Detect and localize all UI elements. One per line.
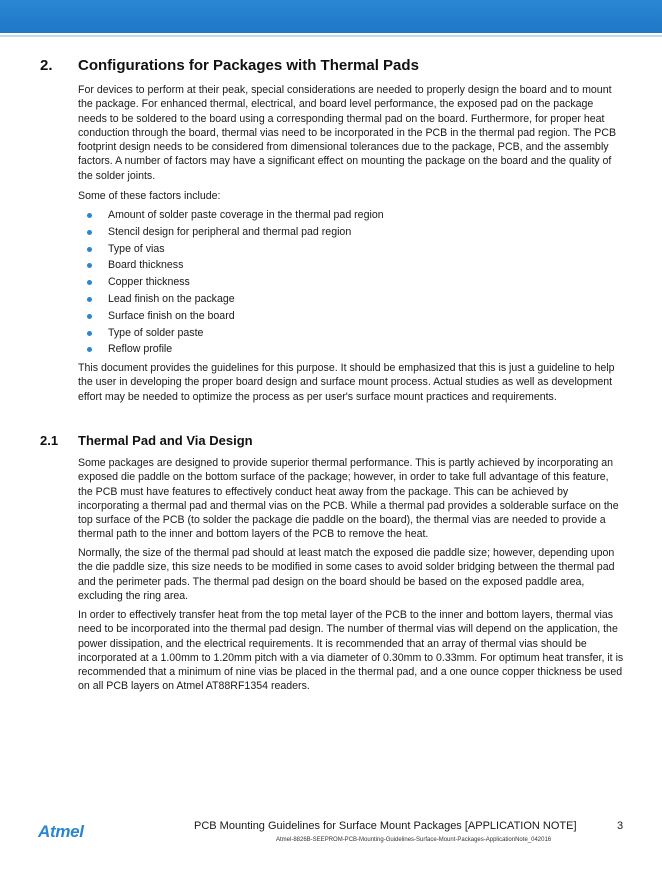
- list-item: Surface finish on the board: [78, 308, 384, 325]
- header-band: [0, 0, 662, 33]
- subsection-paragraph-1: Some packages are designed to provide superior thermal performance. This is partly achieved by incorporating an exposed die paddle on the bottom surface of the package; however, in order to take full advantage of this feature, the PCB must have features to effectively conduct heat away from the package. This can be achieved by incorporating a thermal pad and thermal vias on the PCB. While a thermal pad provides a solderable surface on the top surface of the PCB (to solder the package die paddle on the board), the thermal vias are needed to provide a thermal path to the inner and bottom layers of the PCB to remove the heat.: [78, 457, 619, 541]
- bullet-icon: [87, 314, 92, 319]
- list-item: Type of vias: [78, 241, 384, 258]
- section-title: Configurations for Packages with Thermal Pads: [78, 57, 419, 74]
- bullet-icon: [87, 230, 92, 235]
- list-item: Copper thickness: [78, 274, 384, 291]
- list-item: Lead finish on the package: [78, 291, 384, 308]
- page-number: 3: [617, 820, 624, 832]
- bullet-icon: [87, 247, 92, 252]
- header-divider: [0, 35, 662, 37]
- list-item: Stencil design for peripheral and thermal pad region: [78, 224, 384, 241]
- bullet-icon: [87, 213, 92, 218]
- section-closing-paragraph: This document provides the guidelines for this purpose. It should be emphasized that this is just a guideline to help the user in developing the proper board design and surface mount process. Actual studies as well as development effort may be needed to optimize the process as per user's surface mount practices and requirements.: [78, 362, 615, 403]
- footer-title: PCB Mounting Guidelines for Surface Mount Packages [APPLICATION NOTE]: [194, 820, 577, 832]
- footer-doc-id: Atmel-8826B-SEEPROM-PCB-Mounting-Guidelines-Surface-Mount-Packages-ApplicationNote_042016: [276, 837, 552, 843]
- list-item: Board thickness: [78, 257, 384, 274]
- bullet-icon: [87, 297, 92, 302]
- subsection-paragraph-3: In order to effectively transfer heat from the top metal layer of the PCB to the inner and bottom layers, thermal vias need to be incorporated into the thermal pad design. The number of thermal vias will depend on the application, the power dissipation, and the electrical requirements. It is recommended that an array of thermal vias should be incorporated at a 1.00mm to 1.20mm pitch with a via diameter of 0.30mm to 0.33mm. For optimum heat transfer, it is recommended that a minimum of nine vias be placed in the thermal pad, and a one ounce copper thickness be used on all PCB layers on Atmel AT88RF1354 readers.: [78, 609, 624, 693]
- section-number: 2.: [40, 57, 53, 74]
- subsection-heading: [40, 433, 253, 448]
- subsection-number: 2.1: [40, 433, 59, 448]
- bullet-icon: [87, 347, 92, 352]
- list-item: Amount of solder paste coverage in the thermal pad region: [78, 207, 384, 224]
- section-heading: [40, 57, 419, 74]
- subsection-title: Thermal Pad and Via Design: [78, 433, 253, 448]
- factors-lead-text: Some of these factors include:: [78, 190, 221, 202]
- bullet-icon: [87, 331, 92, 336]
- bullet-icon: [87, 280, 92, 285]
- list-item: Type of solder paste: [78, 325, 384, 342]
- atmel-logo: Atmel: [38, 822, 84, 841]
- subsection-paragraph-2: Normally, the size of the thermal pad should at least match the exposed die paddle size; however, depending upon the die paddle size, this size needs to be modified in some cases to avoid solder bridging between the thermal pad and the perimeter pads. The thermal pad design on the board should be based on the exposed paddle area, excluding the ring area.: [78, 547, 615, 602]
- factors-list: [78, 207, 384, 358]
- section-intro-paragraph: For devices to perform at their peak, special considerations are needed to properly design the board and to mount the package. For enhanced thermal, electrical, and board level performance, the exposed pad on the package needs to be soldered to the board using a corresponding thermal pad on the board. Furthermore, for proper heat conduction through the board, thermal vias need to be incorporated in the PCB in the thermal pad region. The PCB footprint design needs to be considered from dimensional tolerances due to the package, PCB, and the assembly factors. A number of factors may have a significant effect on mounting the package on the board and the quality of the solder joints.: [78, 84, 617, 182]
- list-item: Reflow profile: [78, 341, 384, 358]
- bullet-icon: [87, 263, 92, 268]
